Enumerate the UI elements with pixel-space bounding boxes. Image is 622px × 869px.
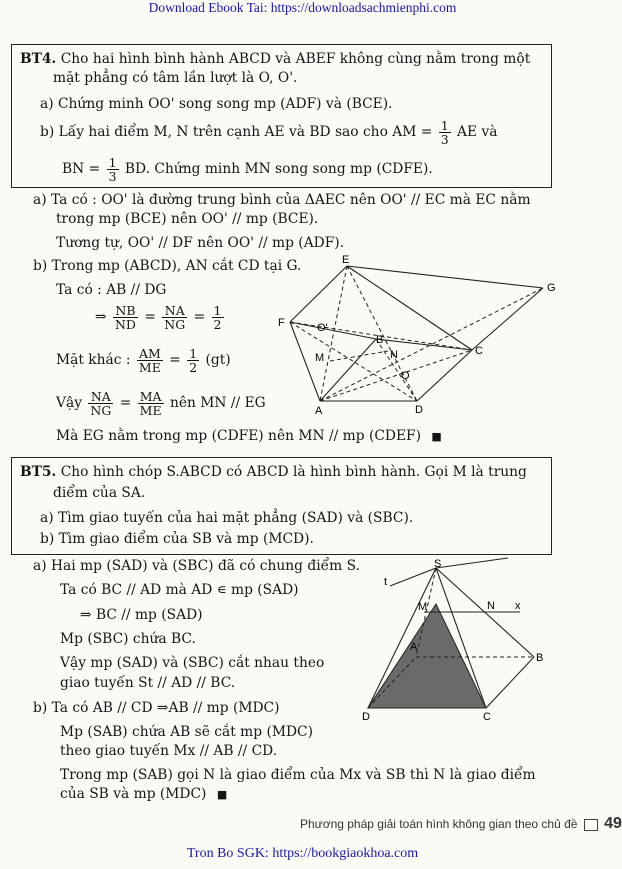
footer-sgk-link[interactable]: Tron Bo SGK: https://bookgiaokhoa.com [186, 846, 419, 861]
fraction-numerator: 1 [440, 118, 449, 133]
fraction-denominator: 3 [108, 169, 117, 184]
fraction-denominator: NG [164, 317, 186, 332]
solution-5-b-line-1: b) Ta có AB // CD ⇒AB // mp (MDC) [33, 700, 280, 716]
exercise-5-label: BT5. [20, 464, 57, 480]
solution-5-a-line-4: Mp (SBC) chứa BC. [60, 631, 196, 647]
fraction-denominator: ND [114, 317, 136, 332]
label-O-prime: O' [317, 322, 328, 334]
fraction-numerator: NA [162, 304, 187, 318]
solution-5-a-line-2: Ta có BC // AD mà AD ∊ mp (SAD) [60, 582, 299, 598]
exercise-4-statement-2: mặt phẳng có tâm lần lượt là O, O'. [53, 70, 298, 86]
solution-4-vay: Vậy [56, 395, 82, 411]
exercise-4-question-b-rest: BD. Chứng minh MN song song mp (CDFE). [124, 161, 433, 177]
fraction-one-third-2 [107, 156, 119, 183]
label-O: O [401, 370, 410, 382]
label-S: S [434, 558, 442, 570]
label-F: F [278, 317, 285, 329]
fraction-one-third [439, 119, 451, 146]
fraction-numerator: MA [138, 390, 164, 404]
fraction-numerator: 1 [213, 303, 222, 318]
chapter-icon [584, 819, 598, 831]
label-M: M [418, 601, 428, 613]
fraction-na-ng-2 [88, 390, 113, 417]
solution-5-a-line-3: ⇒ BC // mp (SAD) [80, 607, 203, 623]
label-B: B [536, 652, 544, 664]
fraction-denominator: ME [139, 403, 162, 418]
solution-4-b-line-2: Ta có : AB // DG [56, 282, 167, 298]
exercise-5-question-b: b) Tìm giao điểm của SB và mp (MCD). [40, 531, 314, 547]
equals-sign: = [144, 309, 156, 325]
fraction-denominator: NG [90, 403, 112, 418]
end-of-proof-mark: ■ [431, 430, 442, 443]
exercise-5-line-1 [20, 464, 527, 480]
solution-5-b-line-2: Mp (SAB) chứa AB sẽ cắt mp (MDC) [60, 724, 313, 740]
exercise-4-question-b [40, 119, 498, 146]
fraction-na-ng [162, 304, 187, 331]
solution-4-b-line-1: b) Trong mp (ABCD), AN cắt CD tại G. [33, 258, 302, 274]
fraction-numerator: AM [137, 347, 163, 361]
footer-book-title: Phương pháp giải toán hình không gian theo chủ đề [300, 817, 578, 831]
solution-4-a-line-2: trong mp (BCE) nên OO' // mp (BCE). [56, 211, 319, 227]
fraction-numerator: NB [113, 304, 138, 318]
solution-5-a-line-6: giao tuyến St // AD // BC. [60, 675, 236, 691]
fraction-denominator: 2 [213, 317, 222, 332]
solution-5-b-line-5 [60, 786, 227, 803]
implies-arrow: ⇒ [95, 309, 107, 325]
exercise-4-bn-label: BN = [62, 161, 101, 177]
exercise-4-line-1 [20, 51, 530, 67]
fraction-denominator: 2 [189, 360, 198, 375]
label-A: A [315, 405, 323, 417]
fraction-numerator: NA [88, 390, 113, 404]
exercise-4-label: BT4. [20, 51, 57, 67]
exercise-4-question-b-suffix: AE và [457, 124, 498, 140]
label-N: N [487, 600, 495, 612]
solution-5-b-final-text: của SB và mp (MDC) [60, 786, 207, 802]
fraction-nb-nd [113, 304, 138, 331]
solution-4-mn-eg: nên MN // EG [169, 395, 266, 411]
solution-5-b-line-4: Trong mp (SAB) gọi N là giao điểm của Mx và SB thì N là giao điểm [60, 767, 536, 783]
label-t: t [384, 576, 388, 588]
exercise-4-question-b-line-2 [62, 156, 433, 183]
page-number: 49 [604, 815, 622, 832]
equals-sign: = [119, 395, 132, 411]
fraction-numerator: 1 [189, 346, 198, 361]
fraction-ma-me [138, 390, 164, 417]
figure-parallelograms [270, 255, 560, 425]
fraction-denominator: 3 [440, 132, 449, 147]
label-C: C [475, 345, 483, 357]
solution-4-mat-khac: Mặt khác : [56, 352, 131, 368]
equals-sign: = [169, 352, 181, 368]
label-E: E [342, 254, 350, 266]
solution-5-b-line-3: theo giao tuyến Mx // AB // CD. [60, 743, 278, 759]
page-footer [300, 815, 622, 833]
exercise-5-question-a: a) Tìm giao tuyến của hai mặt phẳng (SAD) và (SBC). [40, 510, 414, 526]
label-C: C [483, 711, 491, 723]
figure-pyramid [360, 560, 555, 725]
exercise-5-statement-2: điểm của SA. [53, 485, 146, 501]
fraction-one-half-2 [187, 347, 199, 374]
solution-5-a-line-1: a) Hai mp (SAD) và (SBC) đã có chung điểm S. [33, 558, 360, 574]
label-N: N [390, 349, 398, 361]
fraction-am-me [137, 347, 163, 374]
label-x: x [515, 600, 521, 612]
label-B: B [376, 334, 384, 346]
fraction-denominator: ME [138, 360, 161, 375]
exercise-4-question-a: a) Chứng minh OO' song song mp (ADF) và (BCE). [40, 96, 393, 112]
header-download-link[interactable]: Download Ebook Tai: https://downloadsachmienphi.com [148, 0, 457, 15]
fraction-numerator: 1 [108, 155, 117, 170]
end-of-proof-mark: ■ [216, 788, 228, 801]
exercise-5-statement-1: Cho hình chóp S.ABCD có ABCD là hình bình hành. Gọi M là trung [60, 464, 527, 480]
solution-4-ratio-line [95, 304, 226, 331]
solution-4-a-line-1: a) Ta có : OO' là đường trung bình của ΔAEC nên OO' // EC mà EC nằm [33, 192, 531, 208]
label-A: A [410, 641, 418, 653]
label-D: D [415, 404, 423, 416]
solution-4-final-line [56, 428, 442, 445]
exercise-4-question-b-text: b) Lấy hai điểm M, N trên cạnh AE và BD sao cho AM = [40, 124, 433, 140]
solution-4-other-line [56, 347, 231, 374]
fraction-one-half [212, 304, 224, 331]
solution-4-conclusion-line [56, 390, 266, 417]
equals-sign: = [193, 309, 206, 325]
solution-4-final-text: Mà EG nằm trong mp (CDFE) nên MN // mp (CDEF) [56, 428, 421, 444]
label-D: D [362, 711, 370, 723]
solution-4-a-line-3: Tương tự, OO' // DF nên OO' // mp (ADF). [56, 235, 345, 251]
exercise-4-statement-1: Cho hai hình bình hành ABCD và ABEF không cùng nằm trong một [60, 51, 531, 67]
given-mark: (gt) [205, 352, 231, 368]
label-M: M [315, 352, 325, 364]
solution-5-a-line-5: Vậy mp (SAD) và (SBC) cắt nhau theo [60, 655, 325, 671]
label-G: G [547, 282, 556, 294]
